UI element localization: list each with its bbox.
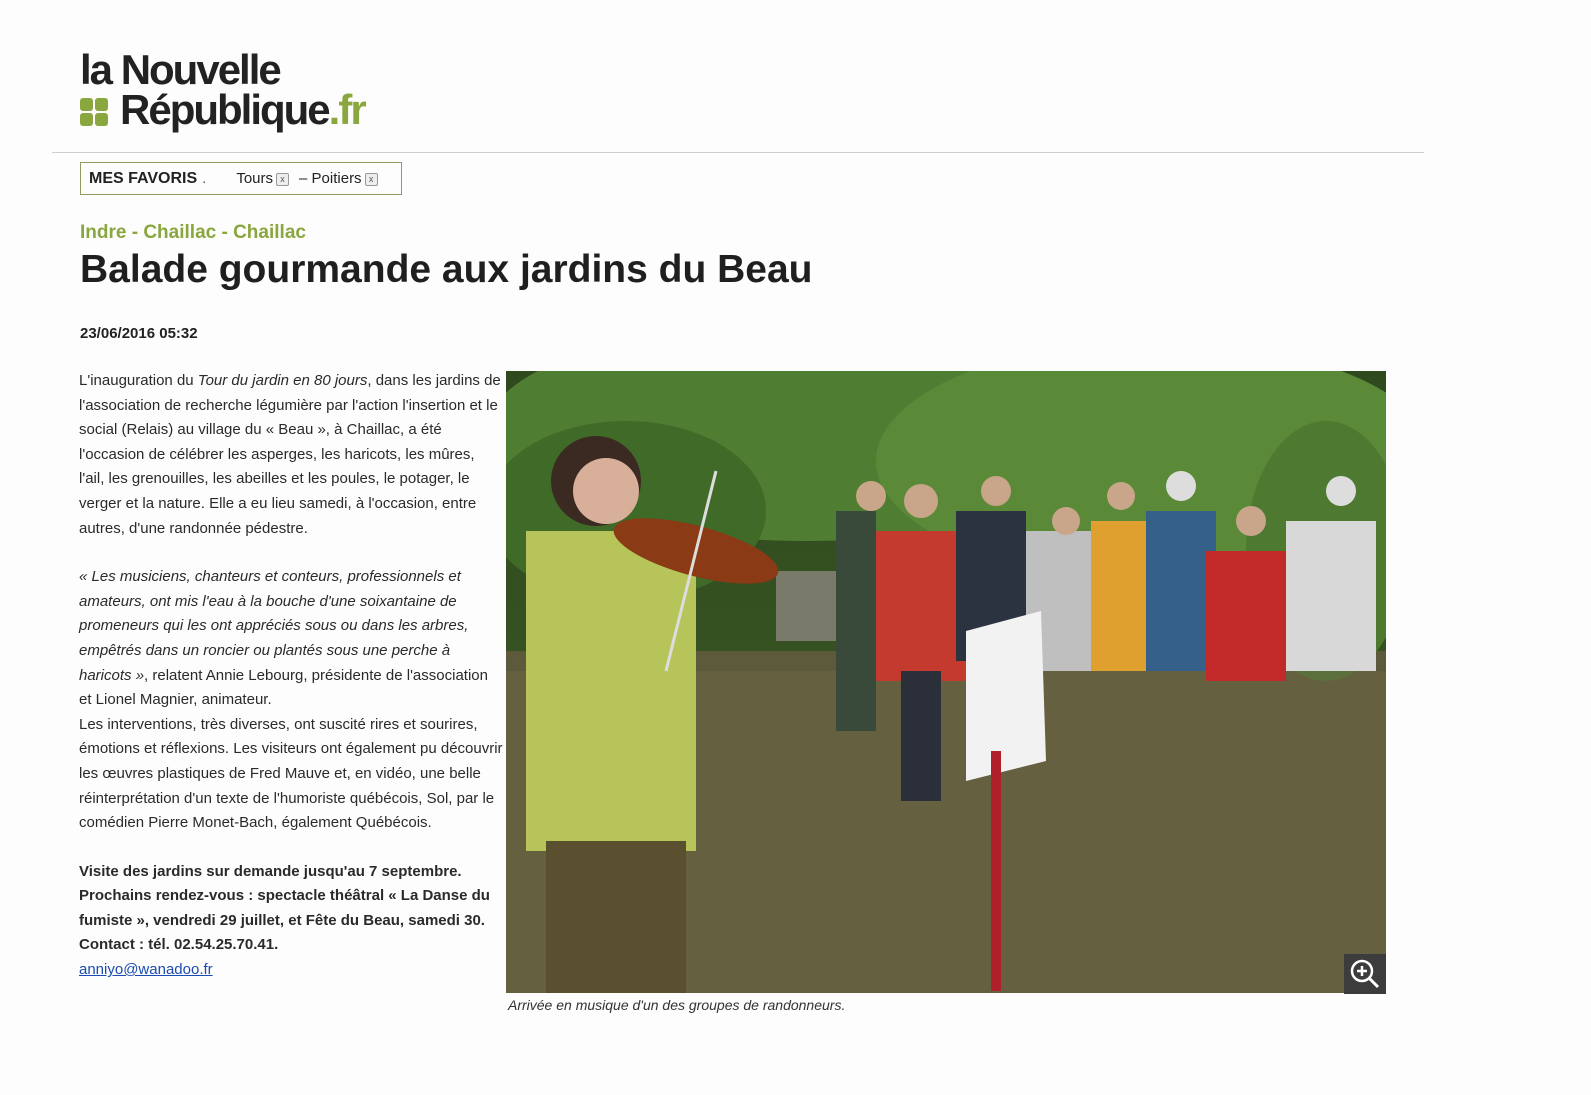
header-divider: [52, 152, 1424, 153]
p1-text-b: , dans les jardins de l'association de recherche légumière par l'action l'insertion et le social (Relais) au village du « Beau », à Chaillac, a été l'occasion de célébrer les asperges, les haricots, les mûres, l'ail, les grenouilles, les abeilles et les poules, le potager, le verger et la nature. Elle a eu lieu samedi, à l'occasion, entre autres, d'une randonnée pédestre.: [79, 372, 501, 537]
p2-text: , relatent Annie Lebourg, présidente de l'association et Lionel Magnier, animateur.: [79, 666, 488, 709]
favorites-bar: [80, 162, 402, 195]
logo-mark-icon: [80, 98, 110, 128]
p1-emphasis: Tour du jardin en 80 jours: [197, 372, 368, 389]
article-title: Balade gourmande aux jardins du Beau: [80, 248, 813, 291]
paragraph-2: [79, 565, 504, 713]
logo-suffix: .fr: [328, 86, 365, 133]
article-date: 23/06/2016 05:32: [80, 325, 198, 342]
remove-favorite-icon[interactable]: x: [276, 173, 289, 186]
site-logo[interactable]: [80, 48, 410, 138]
contact-email-link[interactable]: anniyo@wanadoo.fr: [79, 961, 213, 979]
favorite-label[interactable]: – Poitiers: [299, 170, 362, 187]
logo-word: République: [120, 86, 329, 133]
logo-line1: la Nouvelle: [80, 46, 280, 93]
p2-quote: « Les musiciens, chanteurs et conteurs, professionnels et amateurs, ont mis l'eau à la bouche d'une soixantaine de promeneurs qui les ont appréciés sous ou dans les arbres, empêtrés dans un roncier ou plantés sous une perche à haricots »: [79, 568, 469, 684]
zoom-in-icon[interactable]: [1344, 954, 1386, 994]
info-events: Prochains rendez-vous : spectacle théâtral « La Danse du fumiste », vendredi 29 juillet, et Fête du Beau, samedi 30.: [79, 887, 490, 929]
paragraph-3: Les interventions, très diverses, ont suscité rires et sourires, émotions et réflexions. Les visiteurs ont également pu découvrir les œuvres plastiques de Fred Mauve et, en vidéo, une belle réinterprétation d'un texte de l'humoriste québécois, Sol, par le comédien Pierre Monet-Bach, également Québécois.: [79, 715, 503, 832]
p1-text-a: L'inauguration du: [79, 372, 198, 389]
zoom-button[interactable]: [1344, 954, 1386, 994]
photo-caption: Arrivée en musique d'un des groupes de randonneurs.: [508, 997, 846, 1013]
favorite-item-tours[interactable]: [236, 170, 289, 187]
photo-illustration: [506, 371, 1386, 993]
article-photo[interactable]: [506, 371, 1386, 993]
favorite-item-poitiers[interactable]: [299, 170, 378, 187]
favorites-title: MES FAVORIS: [89, 169, 198, 187]
paragraph-1: [79, 369, 504, 541]
logo-line2: [120, 88, 365, 132]
info-visit: Visite des jardins sur demande jusqu'au 7 septembre.: [79, 862, 462, 880]
article-category[interactable]: Indre - Chaillac - Chaillac: [80, 222, 306, 243]
favorites-separator: .: [202, 170, 207, 187]
article-body: [79, 369, 504, 983]
favorite-label[interactable]: Tours: [236, 170, 274, 187]
info-contact: Contact : tél. 02.54.25.70.41.: [79, 936, 279, 954]
remove-favorite-icon[interactable]: x: [365, 173, 378, 186]
